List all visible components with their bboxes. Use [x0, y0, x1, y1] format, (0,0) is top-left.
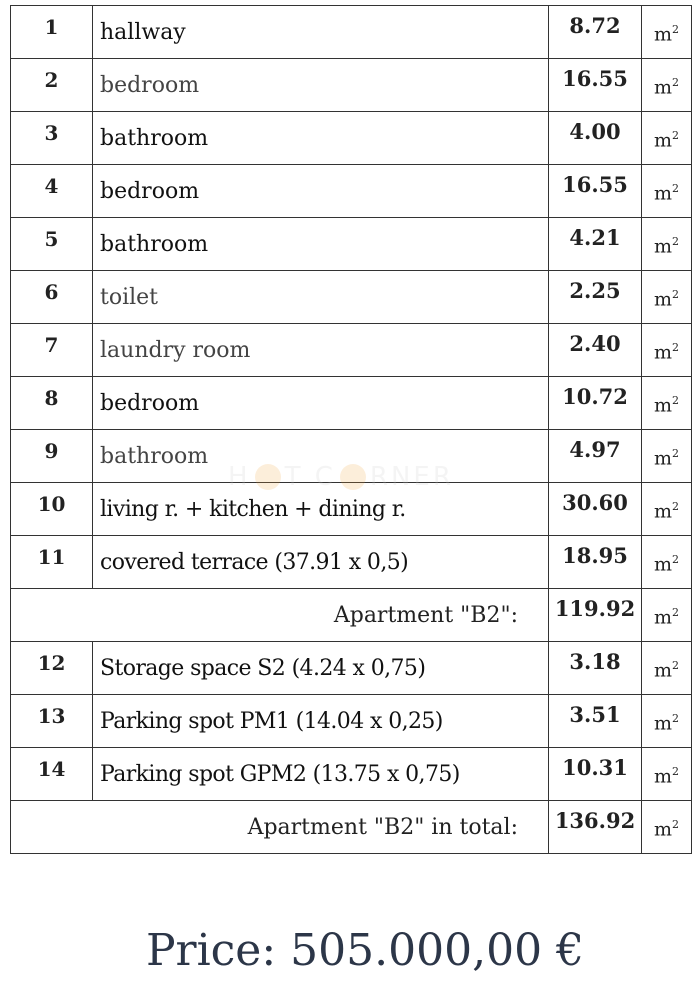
table-row [11, 271, 692, 324]
total-area: 136.92 [549, 801, 642, 854]
unit-label: $m^2$ [642, 589, 692, 642]
room-number: 7 [11, 324, 93, 377]
room-number: 1 [11, 6, 93, 59]
table-row [11, 430, 692, 483]
unit-label: $m^2$ [642, 483, 692, 536]
room-area: 3.51 [549, 695, 642, 748]
unit-label: $m^2$ [642, 801, 692, 854]
room-area: 10.31 [549, 748, 642, 801]
table-row [11, 536, 692, 589]
unit-label: $m^2$ [642, 748, 692, 801]
subtotal-row [11, 589, 692, 642]
room-number: 13 [11, 695, 93, 748]
room-name: living r. + kitchen + dining r. [93, 483, 549, 536]
table-row [11, 165, 692, 218]
watermark-text: H [228, 462, 251, 492]
table-row [11, 377, 692, 430]
room-number: 4 [11, 165, 93, 218]
room-area: 4.00 [549, 112, 642, 165]
room-name: bedroom [93, 59, 549, 112]
unit-label: $m^2$ [642, 165, 692, 218]
room-number: 12 [11, 642, 93, 695]
room-number: 10 [11, 483, 93, 536]
room-number: 3 [11, 112, 93, 165]
room-area: 10.72 [549, 377, 642, 430]
room-area: 16.55 [549, 165, 642, 218]
room-name: Storage space S2 (4.24 x 0,75) [93, 642, 549, 695]
unit-label: $m^2$ [642, 377, 692, 430]
total-label: Apartment "B2" in total: [11, 801, 549, 854]
unit-label: $m^2$ [642, 6, 692, 59]
table-row [11, 59, 692, 112]
watermark-text: RNER [369, 462, 454, 492]
room-number: 8 [11, 377, 93, 430]
room-area: 2.40 [549, 324, 642, 377]
room-area: 8.72 [549, 6, 642, 59]
room-name: hallway [93, 6, 549, 59]
room-name: bathroom [93, 112, 549, 165]
room-name: toilet [93, 271, 549, 324]
room-number: 6 [11, 271, 93, 324]
total-row [11, 801, 692, 854]
room-area: 4.21 [549, 218, 642, 271]
table-row [11, 483, 692, 536]
room-name: laundry room [93, 324, 549, 377]
room-number: 9 [11, 430, 93, 483]
unit-label: $m^2$ [642, 59, 692, 112]
room-area: 16.55 [549, 59, 642, 112]
subtotal-label: Apartment "B2": [11, 589, 549, 642]
table-row [11, 112, 692, 165]
room-name: bedroom [93, 377, 549, 430]
unit-label: $m^2$ [642, 324, 692, 377]
price-label: Price: 505.000,00 € [145, 925, 585, 976]
room-number: 11 [11, 536, 93, 589]
table-row [11, 324, 692, 377]
unit-label: $m^2$ [642, 430, 692, 483]
unit-label: $m^2$ [642, 112, 692, 165]
room-area: 18.95 [549, 536, 642, 589]
unit-label: $m^2$ [642, 271, 692, 324]
room-area: 30.60 [549, 483, 642, 536]
room-number: 5 [11, 218, 93, 271]
room-area: 2.25 [549, 271, 642, 324]
room-name: bathroom [93, 218, 549, 271]
room-number: 14 [11, 748, 93, 801]
room-area: 4.97 [549, 430, 642, 483]
area-table [10, 5, 692, 854]
unit-label: $m^2$ [642, 536, 692, 589]
table-row [11, 6, 692, 59]
room-name: bathroom [93, 430, 549, 483]
table-row [11, 748, 692, 801]
room-name: Parking spot PM1 (14.04 x 0,25) [93, 695, 549, 748]
room-name: covered terrace (37.91 x 0,5) [93, 536, 549, 589]
subtotal-area: 119.92 [549, 589, 642, 642]
table-row [11, 218, 692, 271]
table-row [11, 695, 692, 748]
room-name: Parking spot GPM2 (13.75 x 0,75) [93, 748, 549, 801]
unit-label: $m^2$ [642, 218, 692, 271]
room-area: 3.18 [549, 642, 642, 695]
unit-label: $m^2$ [642, 642, 692, 695]
unit-label: $m^2$ [642, 695, 692, 748]
watermark-text: T C [284, 462, 336, 492]
room-number: 2 [11, 59, 93, 112]
room-name: bedroom [93, 165, 549, 218]
table-row [11, 642, 692, 695]
